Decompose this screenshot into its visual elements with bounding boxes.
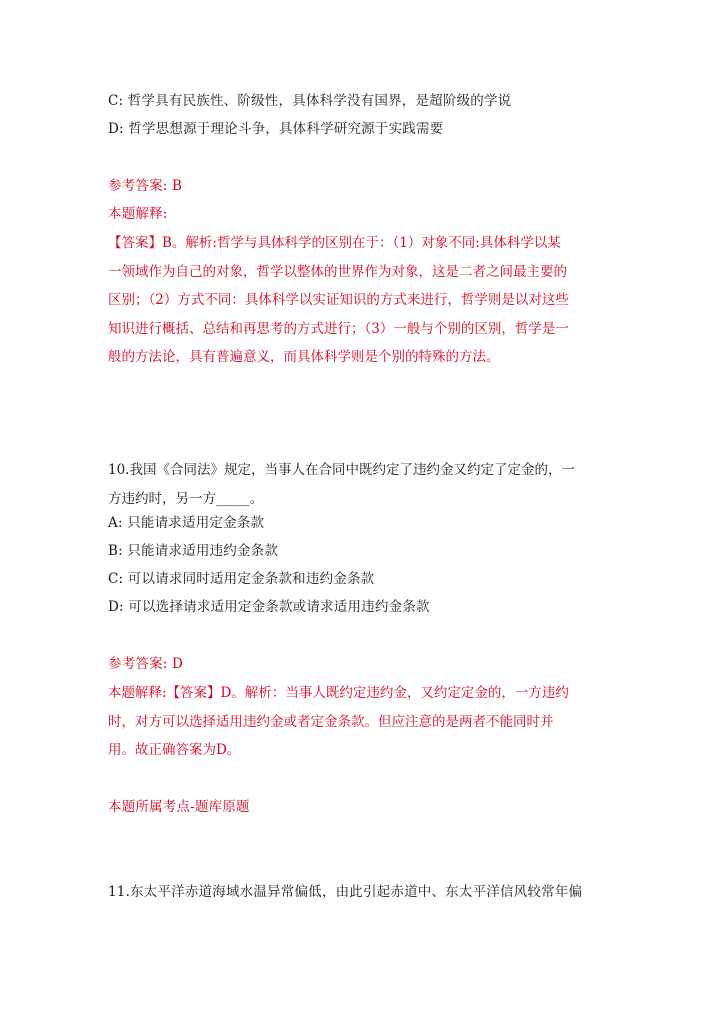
q10-explanation-line: 用。故正确答案为D。 — [108, 742, 241, 758]
q10-option-c: C: 可以请求同时适用定金条款和违约金条款 — [108, 571, 375, 587]
q10-answer: 参考答案: D — [108, 656, 184, 672]
q9-explanation-line: 区别；（2）方式不同：具体科学以实证知识的方式来进行，哲学则是以对这些 — [108, 292, 569, 308]
q9-explanation-line: 知识进行概括、总结和再思考的方式进行；（3）一般与个别的区别，哲学是一 — [108, 320, 569, 337]
q10-option-b: B: 只能请求适用违约金条款 — [108, 543, 279, 559]
q9-explanation-label: 本题解释: — [108, 206, 168, 222]
q10-stem-line: 10.我国《合同法》规定，当事人在合同中既约定了违约金又约定了定金的，一 — [108, 462, 575, 478]
q10-explanation-line: 时，对方可以选择适用违约金或者定金条款。但应注意的是两者不能同时并 — [108, 713, 554, 730]
q9-explanation-line: 【答案】B。解析:哲学与具体科学的区别在于：（1）对象不同:具体科学以某 — [108, 235, 561, 251]
q10-stem-line: 方违约时，另一方_____。 — [108, 490, 264, 507]
q9-explanation — [108, 229, 614, 372]
q9-explanation-line: 一领域作为自己的对象，哲学以整体的世界作为对象，这是二者之间最主要的 — [108, 263, 567, 280]
q10-option-a: A: 只能请求适用定金条款 — [108, 515, 265, 531]
q9-answer: 参考答案: B — [108, 178, 183, 194]
q9-explanation-line: 般的方法论，具有普遍意义，而具体科学则是个别的特殊的方法。 — [108, 349, 500, 365]
q10-explanation-line: 本题解释:【答案】D。解析：当事人既约定违约金，又约定定金的，一方违约 — [108, 685, 569, 701]
q10-option-d: D: 可以选择请求适用定金条款或请求适用违约金条款 — [108, 599, 430, 615]
q11-stem: 11.东太平洋赤道海域水温异常偏低，由此引起赤道中、东太平洋信风较常年偏 — [108, 884, 583, 900]
q10-explanation — [108, 679, 614, 765]
q9-option-c: C: 哲学具有民族性、阶级性，具体科学没有国界，是超阶级的学说 — [108, 93, 512, 109]
q9-option-d: D: 哲学思想源于理论斗争，具体科学研究源于实践需要 — [108, 121, 444, 137]
q10-source: 本题所属考点-题库原题 — [108, 799, 250, 815]
q10-stem — [108, 456, 614, 513]
